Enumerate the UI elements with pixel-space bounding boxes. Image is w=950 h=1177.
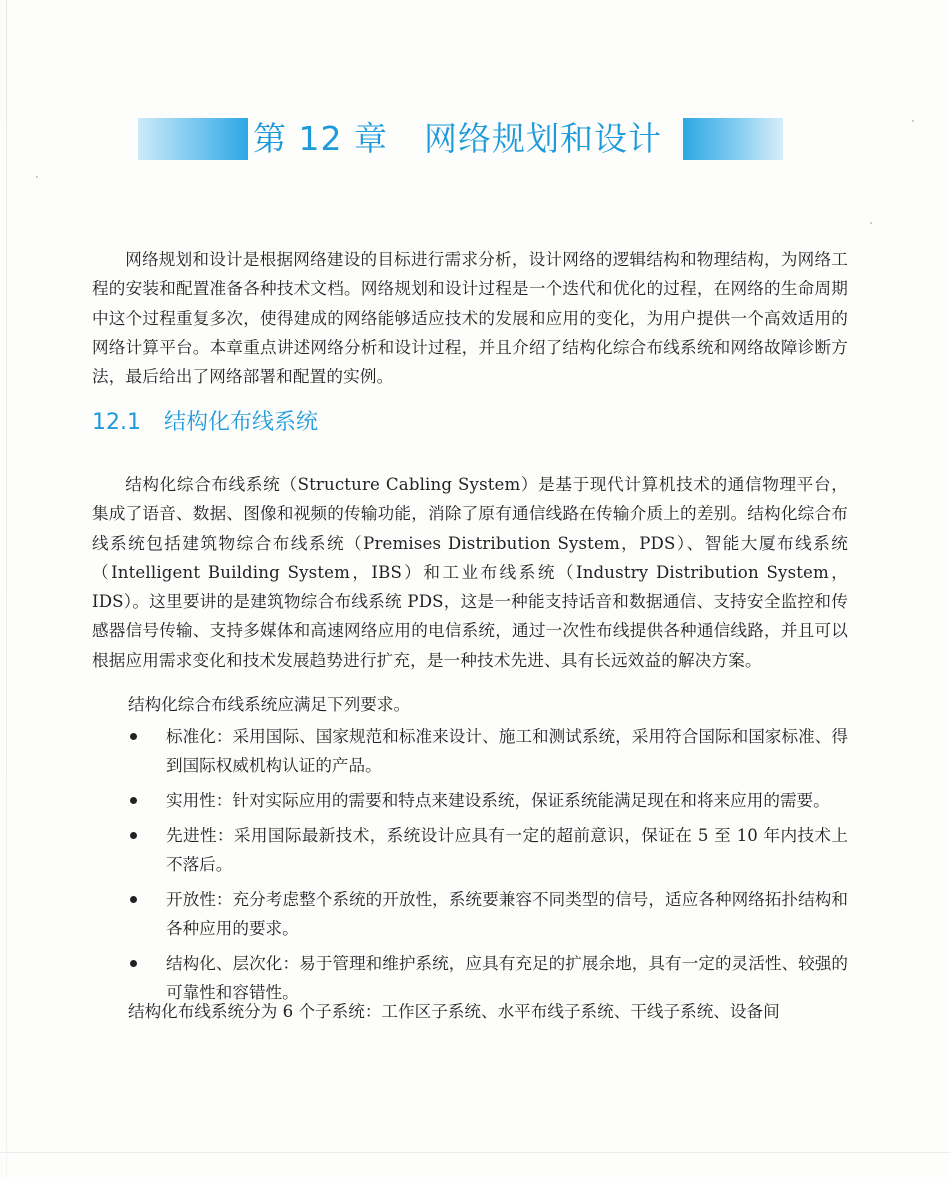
intro-paragraph: 网络规划和设计是根据网络建设的目标进行需求分析，设计网络的逻辑结构和物理结构，为网络工程的安装和配置准备各种技术文档。网络规划和设计过程是一个迭代和优化的过程，在网络的生命周期中这个过程重复多次，使得建成的网络能够适应技术的发展和应用的变化，为用户提供一个高效适用的网络计算平台。本章重点讲述网络分析和设计过程，并且介绍了结构化综合布线系统和网络故障诊断方法，最后给出了网络部署和配置的实例。 — [92, 250, 848, 387]
bullet-icon — [130, 733, 137, 740]
scan-speck — [870, 222, 872, 224]
list-item — [128, 786, 848, 815]
list-item-text: 实用性：针对实际应用的需要和特点来建设系统，保证系统能满足现在和将来应用的需要。 — [166, 791, 830, 810]
bullet-icon — [130, 797, 137, 804]
scan-speck — [912, 120, 914, 122]
scan-speck — [36, 176, 38, 178]
requirements-intro: 结构化综合布线系统应满足下列要求。 — [128, 695, 411, 714]
scan-edge — [6, 0, 7, 1177]
list-item-text: 标准化：采用国际、国家规范和标准来设计、施工和测试系统，采用符合国际和国家标准、得到国际权威机构认证的产品。 — [166, 727, 848, 775]
section-paragraph: 结构化综合布线系统（Structure Cabling System）是基于现代计算机技术的通信物理平台，集成了语音、数据、图像和视频的传输功能，消除了原有通信线路在传输介质上的差别。结构化综合布线系统包括建筑物综合布线系统（Premises Distribution System，PDS）、智能大厦布线系统（Intelligent Building System，IBS）和工业布线系统（Industry Distribution System，IDS）。这里要讲的是建筑物综合布线系统 PDS，这是一种能支持话音和数据通信、支持安全监控和传感器信号传输、支持多媒体和高速网络应用的电信系统，通过一次性布线提供各种通信线路，并且可以根据应用需求变化和技术发展趋势进行扩充，是一种技术先进、具有长远效益的解决方案。 — [92, 475, 848, 670]
scan-edge — [0, 1152, 950, 1153]
list-item-text: 开放性：充分考虑整个系统的开放性，系统要兼容不同类型的信号，适应各种网络拓扑结构和各种应用的要求。 — [166, 890, 848, 938]
list-item — [128, 722, 848, 780]
bullet-icon — [130, 960, 137, 967]
chapter-title — [253, 118, 681, 160]
list-item — [128, 821, 848, 879]
trailing-paragraph: 结构化布线系统分为 6 个子系统：工作区子系统、水平布线子系统、干线子系统、设备间 — [128, 1002, 780, 1021]
list-item — [128, 885, 848, 943]
section-heading — [92, 405, 318, 441]
list-item-text: 先进性：采用国际最新技术，系统设计应具有一定的超前意识，保证在 5 至 10 年内技术上不落后。 — [166, 826, 848, 874]
banner-decoration-left — [138, 118, 248, 160]
list-item-text: 结构化、层次化：易于管理和维护系统，应具有充足的扩展余地，具有一定的灵活性、较强的可靠性和容错性。 — [166, 954, 848, 1002]
bullet-icon — [130, 896, 137, 903]
banner-decoration-right — [683, 118, 783, 160]
section-number: 12.1 — [92, 410, 141, 435]
section-title: 结构化布线系统 — [164, 410, 319, 435]
requirements-list — [128, 722, 848, 1013]
chapter-name: 网络规划和设计 — [423, 119, 662, 158]
chapter-banner — [138, 118, 783, 160]
chapter-number: 第 12 章 — [253, 119, 388, 158]
bullet-icon — [130, 832, 137, 839]
